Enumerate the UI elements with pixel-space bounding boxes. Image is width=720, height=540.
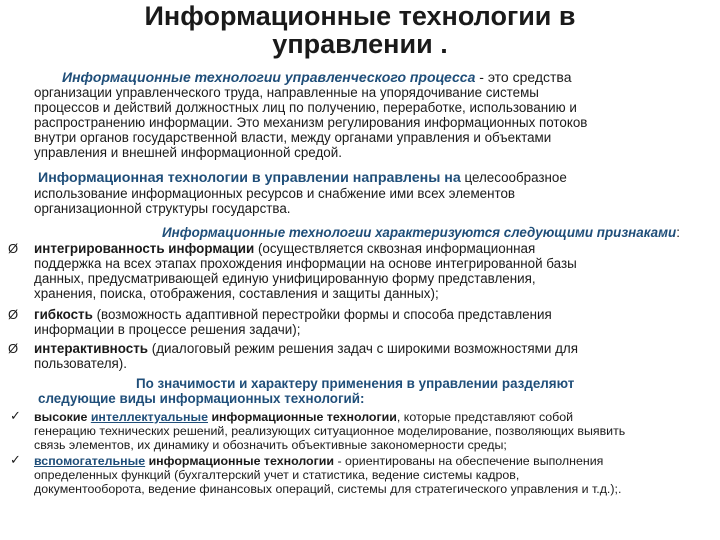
feature-line: поддержка на всех этапах прохождения информации на основе интегрированной базы (34, 256, 577, 271)
definition-line: организации управленческого труда, направленные на упорядочивание системы (34, 85, 539, 100)
feature-first-line (34, 307, 714, 322)
features-heading-colon: : (676, 225, 680, 240)
feature-item (34, 341, 714, 371)
type-first-line (34, 410, 718, 424)
feature-line: информации в процессе решения задачи); (34, 322, 301, 337)
type-term: информационные технологии (208, 410, 397, 424)
feature-item (34, 307, 714, 337)
feature-item (34, 241, 714, 301)
type-line: определенных функций (бухгалтерский учет и статистика, ведение системы кадров, (34, 468, 520, 482)
type-line: генерацию технических решений, реализующих ситуационное моделирование, позволяющих выявить (34, 424, 626, 438)
type-link[interactable]: вспомогательные (34, 454, 146, 468)
purpose-first-line-rest: целесообразное (460, 170, 567, 185)
purpose-term: Информационная технологии в управлении направлены на (38, 170, 461, 186)
purpose-paragraph (34, 170, 714, 216)
features-heading (34, 225, 714, 240)
definition-line: управления и внешней информационной средой. (34, 145, 342, 160)
title-line-1: Информационные технологии в (144, 1, 576, 31)
definition-paragraph (34, 70, 714, 160)
definition-term: Информационные технологии управленческого процесса (62, 69, 476, 85)
type-prefix: высокие (34, 410, 91, 424)
type-line: документооборота, ведение финансовых операций, системы для стратегического управления и т.д.);. (34, 482, 622, 496)
feature-first-text: (осуществляется сквозная информационная (254, 241, 536, 256)
types-heading-line-2: следующие виды информационных технологий: (38, 391, 365, 406)
feature-term: гибкость (34, 307, 93, 322)
feature-term: интегрированность информации (34, 241, 255, 256)
definition-line: процессов и действий должностных лиц по получению, переработке, использованию и (34, 100, 577, 115)
feature-first-line (34, 341, 714, 356)
arrow-bullet-icon: Ø (8, 341, 19, 356)
features-heading-text: Информационные технологии характеризуются следующими признаками (162, 225, 677, 240)
feature-first-line (34, 241, 714, 256)
paragraph-first-line (34, 70, 714, 85)
definition-line: внутри органов государственной власти, между органами управления и объектами (34, 130, 552, 145)
type-link[interactable]: интеллектуальные (90, 410, 208, 424)
arrow-bullet-icon: Ø (8, 307, 19, 322)
types-heading (34, 376, 714, 406)
type-term: информационные технологии (145, 454, 335, 468)
feature-line: хранения, поиска, отображения, составления и защиты данных); (34, 286, 439, 301)
feature-line: данных, предусматривающей единую унифицированную форму представления, (34, 271, 536, 286)
type-item (34, 410, 718, 452)
feature-first-text: (диалоговый режим решения задач с широкими возможностями для (148, 341, 578, 356)
types-heading-line-1: По значимости и характеру применения в управлении разделяют (136, 376, 575, 391)
definition-line: распространению информации. Это механизм регулирования информационных потоков (34, 115, 588, 130)
type-item (34, 454, 718, 496)
paragraph-first-line (34, 170, 714, 186)
type-line: связь элементов, их динамику и обозначить объективные закономерности среды; (34, 438, 507, 452)
feature-term: интерактивность (34, 341, 149, 356)
definition-first-line-rest: - это средства (475, 69, 572, 85)
purpose-line: организационной структуры государства. (34, 201, 291, 216)
checkmark-bullet-icon: ✓ (10, 408, 21, 423)
purpose-line: использование информационных ресурсов и снабжение ими всех элементов (34, 186, 516, 201)
type-first-text: - ориентированы на обеспечение выполнения (334, 454, 604, 468)
page-title (0, 2, 720, 58)
checkmark-bullet-icon: ✓ (10, 452, 21, 467)
type-first-text: , которые представляют собой (396, 410, 574, 424)
arrow-bullet-icon: Ø (8, 241, 19, 256)
type-first-line (34, 454, 718, 468)
feature-line: пользователя). (34, 356, 127, 371)
title-line-2: управлении . (272, 29, 448, 59)
feature-first-text: (возможность адаптивной перестройки формы и способа представления (92, 307, 552, 322)
